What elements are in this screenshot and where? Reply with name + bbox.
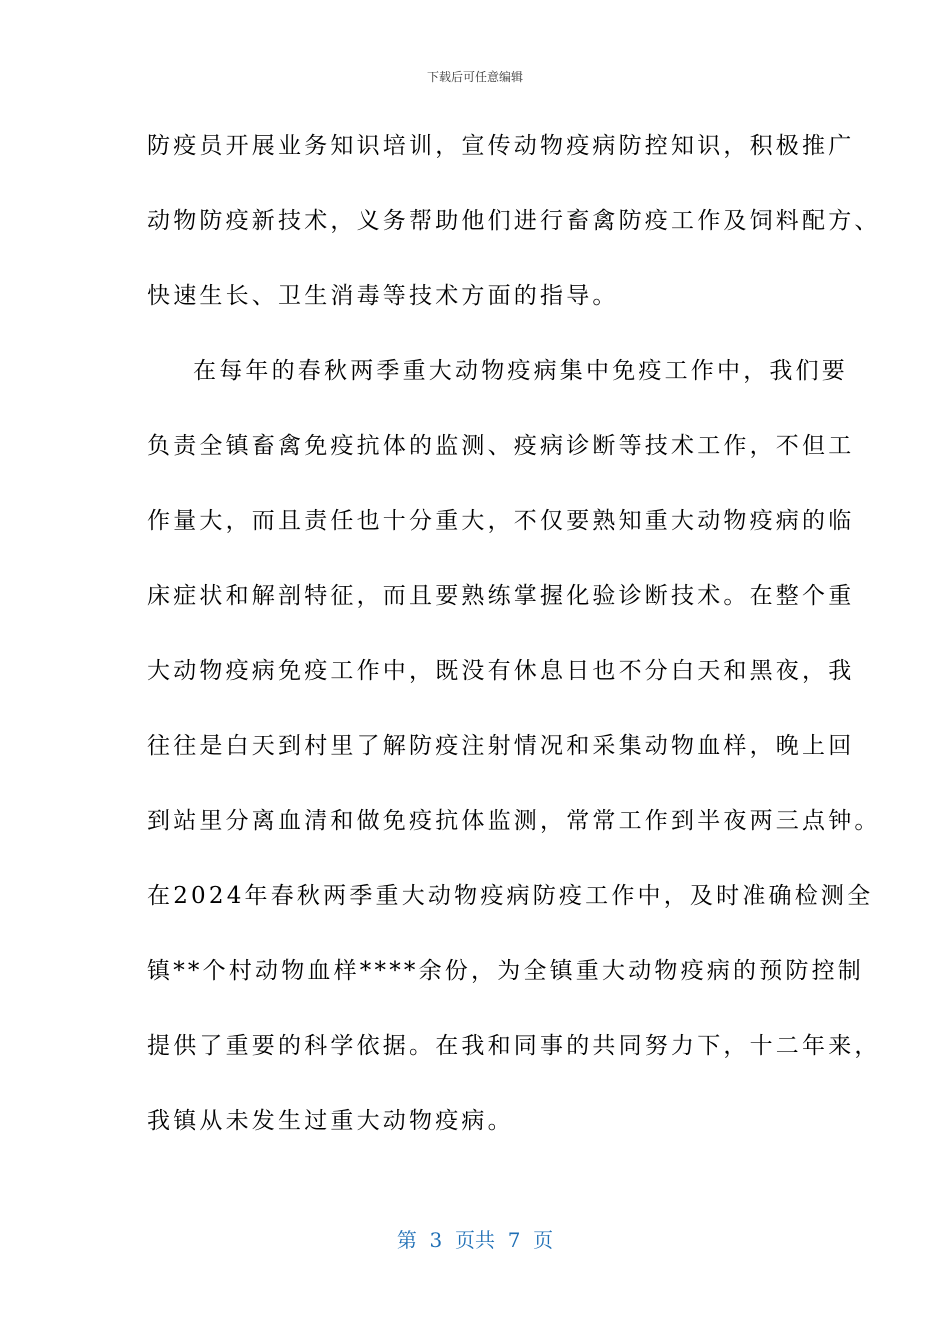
text-line: 作量大，而且责任也十分重大，不仅要熟知重大动物疫病的临 bbox=[147, 508, 855, 534]
text-line: 床症状和解剖特征，而且要熟练掌握化验诊断技术。在整个重 bbox=[147, 583, 855, 609]
header-note: 下载后可任意编辑 bbox=[426, 70, 523, 84]
text-line: 防疫员开展业务知识培训，宣传动物疫病防控知识，积极推广 bbox=[147, 133, 855, 159]
text-line: 镇**个村动物血样****余份，为全镇重大动物疫病的预防控制 bbox=[147, 958, 864, 984]
document-body bbox=[147, 118, 881, 1168]
text-line: 大动物疫病免疫工作中，既没有休息日也不分白天和黑夜，我 bbox=[147, 658, 855, 684]
text-line: 在2024年春秋两季重大动物疫病防疫工作中，及时准确检测全 bbox=[147, 883, 874, 909]
text-line: 提供了重要的科学依据。在我和同事的共同努力下，十二年来， bbox=[147, 1033, 881, 1059]
text-line: 快速生长、卫生消毒等技术方面的指导。 bbox=[147, 283, 619, 309]
text-line: 负责全镇畜禽免疫抗体的监测、疫病诊断等技术工作，不但工 bbox=[147, 433, 855, 459]
text-line: 到站里分离血清和做免疫抗体监测，常常工作到半夜两三点钟。 bbox=[147, 808, 881, 834]
page-number-footer: 第 3 页共 7 页 bbox=[396, 1228, 554, 1252]
text-line: 我镇从未发生过重大动物疫病。 bbox=[147, 1108, 514, 1134]
text-line-paragraph-start: 在每年的春秋两季重大动物疫病集中免疫工作中，我们要 bbox=[193, 358, 848, 384]
text-line: 往往是白天到村里了解防疫注射情况和采集动物血样，晚上回 bbox=[147, 733, 855, 759]
text-line: 动物防疫新技术，义务帮助他们进行畜禽防疫工作及饲料配方、 bbox=[147, 208, 881, 234]
